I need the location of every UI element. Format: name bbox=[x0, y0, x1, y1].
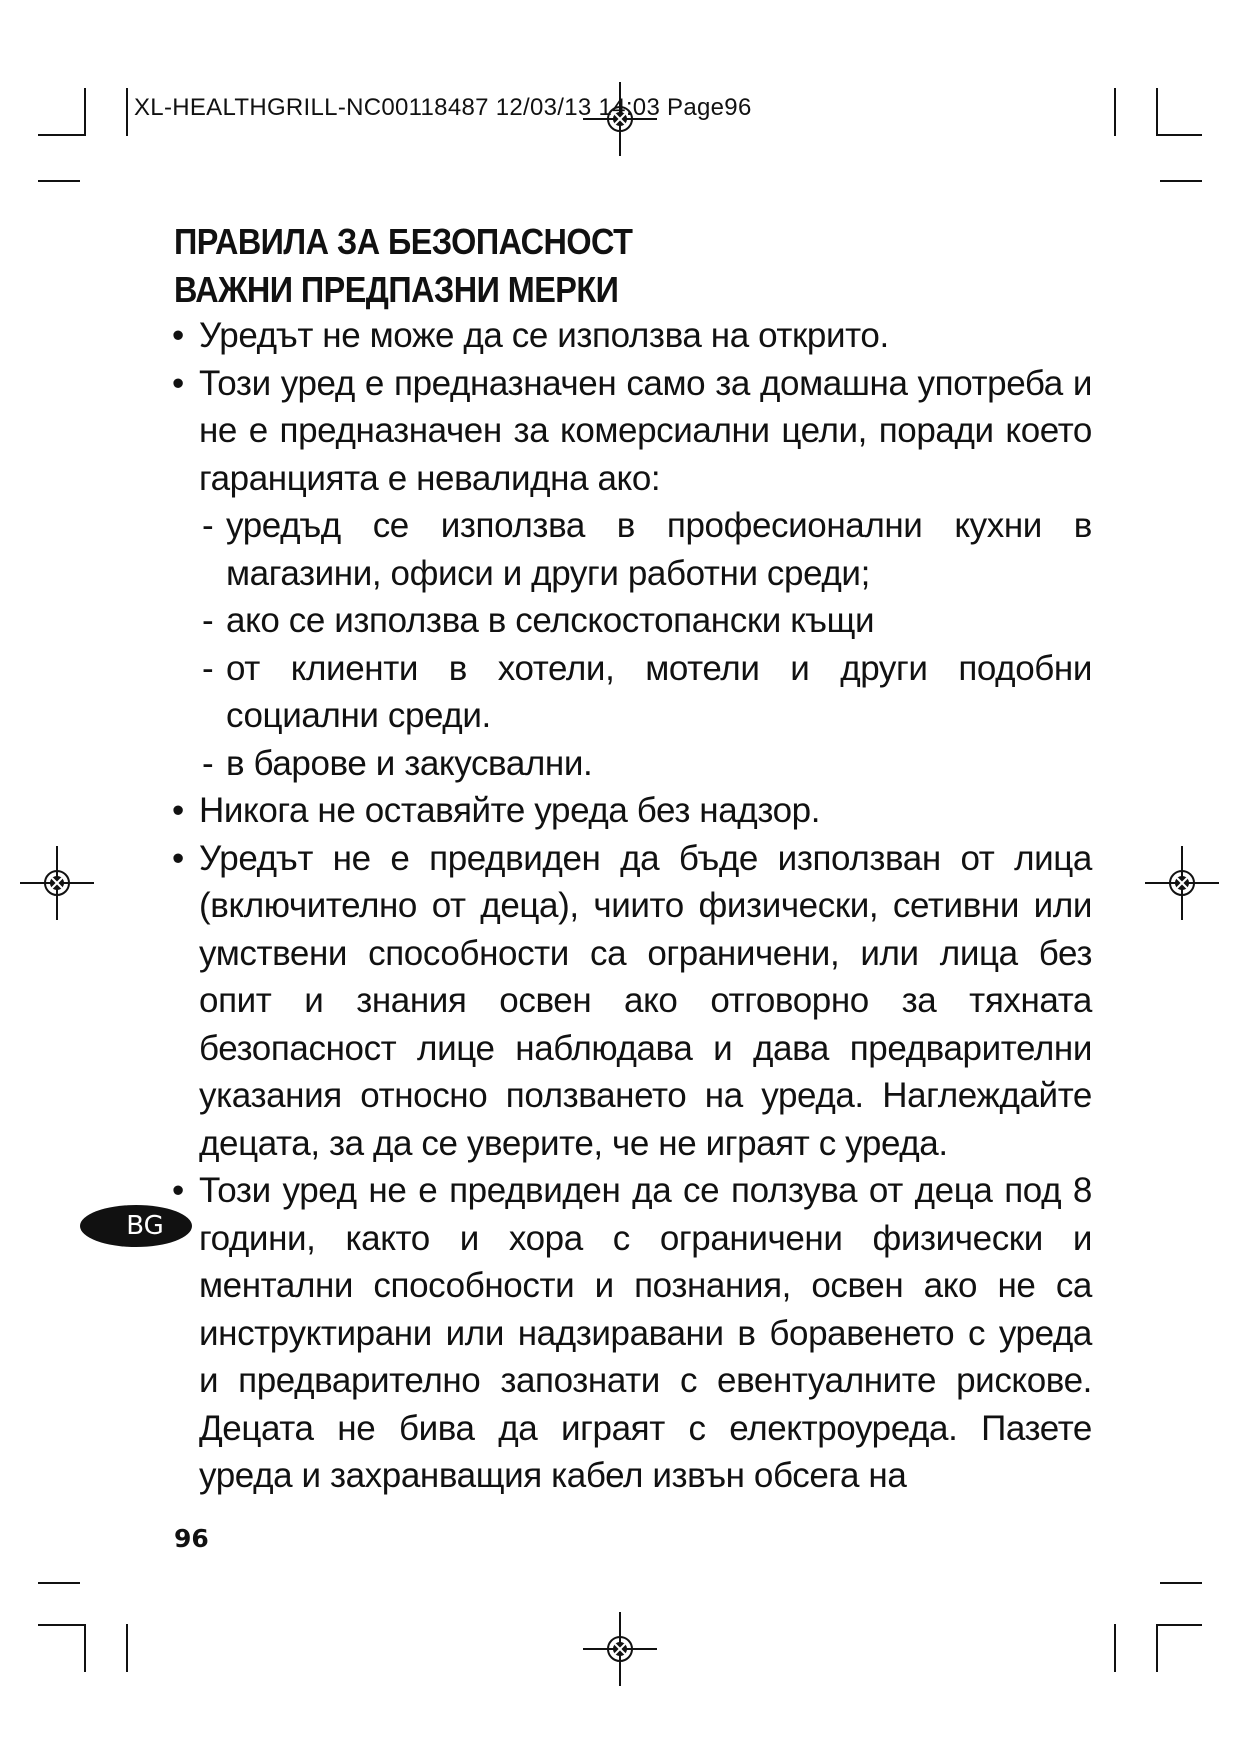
crop-mark bbox=[1156, 134, 1202, 136]
dash-item: - в барове и закусвални. bbox=[202, 740, 1092, 788]
crop-mark bbox=[38, 134, 86, 136]
crop-mark bbox=[38, 1582, 80, 1584]
crop-mark bbox=[1156, 88, 1158, 136]
crop-mark bbox=[84, 1624, 86, 1672]
crop-mark bbox=[1156, 1624, 1158, 1672]
dash-item: - ако се използва в селскостопански къщи bbox=[202, 597, 1092, 645]
dash-item: - уредъд се използва в професионални кухни в магазини, офиси и други работни среди; bbox=[202, 502, 1092, 597]
bullet-item: • Никога не оставяйте уреда без надзор. bbox=[172, 787, 1092, 835]
title-line-2: ВАЖНИ ПРЕДПАЗНИ МЕРКИ bbox=[174, 269, 619, 310]
crop-mark bbox=[1114, 88, 1116, 136]
title-line-1: ПРАВИЛА ЗА БЕЗОПАСНОСТ bbox=[174, 221, 633, 262]
crop-mark bbox=[1160, 1582, 1202, 1584]
page-title bbox=[174, 218, 632, 314]
print-slug: XL-HEALTHGRILL-NC00118487 12/03/13 14:03 Page96 bbox=[134, 94, 752, 121]
crop-mark bbox=[1114, 1624, 1116, 1672]
registration-mark-icon bbox=[1145, 846, 1219, 920]
safety-list bbox=[172, 312, 1092, 1500]
crop-mark bbox=[126, 1624, 128, 1672]
dash-item: - от клиенти в хотели, мотели и други подобни социални среди. bbox=[202, 645, 1092, 740]
bullet-item: • Уредът не е предвиден да бъде използван от лица (включително от деца), чиито физически, сетивни или умствени способности са ограничени, или лица без опит и знания освен ако отговорно за тяхната безопасност лице наблюдава и дава предварителни указания относно ползването на уреда. Наглеждайте децата, за да се уверите, че не играят с уреда. bbox=[172, 835, 1092, 1168]
bullet-item: • Този уред не е предвиден да се ползува от деца под 8 години, както и хора с ограничени физически и ментални способности и познания, освен ако не са инструктирани или надзиравани в боравенето с уреда и предварително запознати с евентуалните рискове. Децата не бива да играят с електроуреда. Пазете уреда и захранващия кабел извън обсега на bbox=[172, 1167, 1092, 1500]
crop-mark bbox=[84, 88, 86, 136]
crop-mark bbox=[1160, 180, 1202, 182]
bullet-item: • Уредът не може да се използва на открито. bbox=[172, 312, 1092, 360]
crop-mark bbox=[1156, 1624, 1202, 1626]
crop-mark bbox=[38, 180, 80, 182]
language-badge: BG bbox=[80, 1205, 192, 1247]
page-number: 96 bbox=[174, 1524, 209, 1553]
bullet-item: • Този уред е предназначен само за домашна употреба и не е предназначен за комерсиални цели, поради което гаранцията е невалидна ако: bbox=[172, 360, 1092, 503]
crop-mark bbox=[38, 1624, 86, 1626]
registration-mark-icon bbox=[583, 1612, 657, 1686]
crop-mark bbox=[126, 88, 128, 136]
registration-mark-icon bbox=[20, 846, 94, 920]
